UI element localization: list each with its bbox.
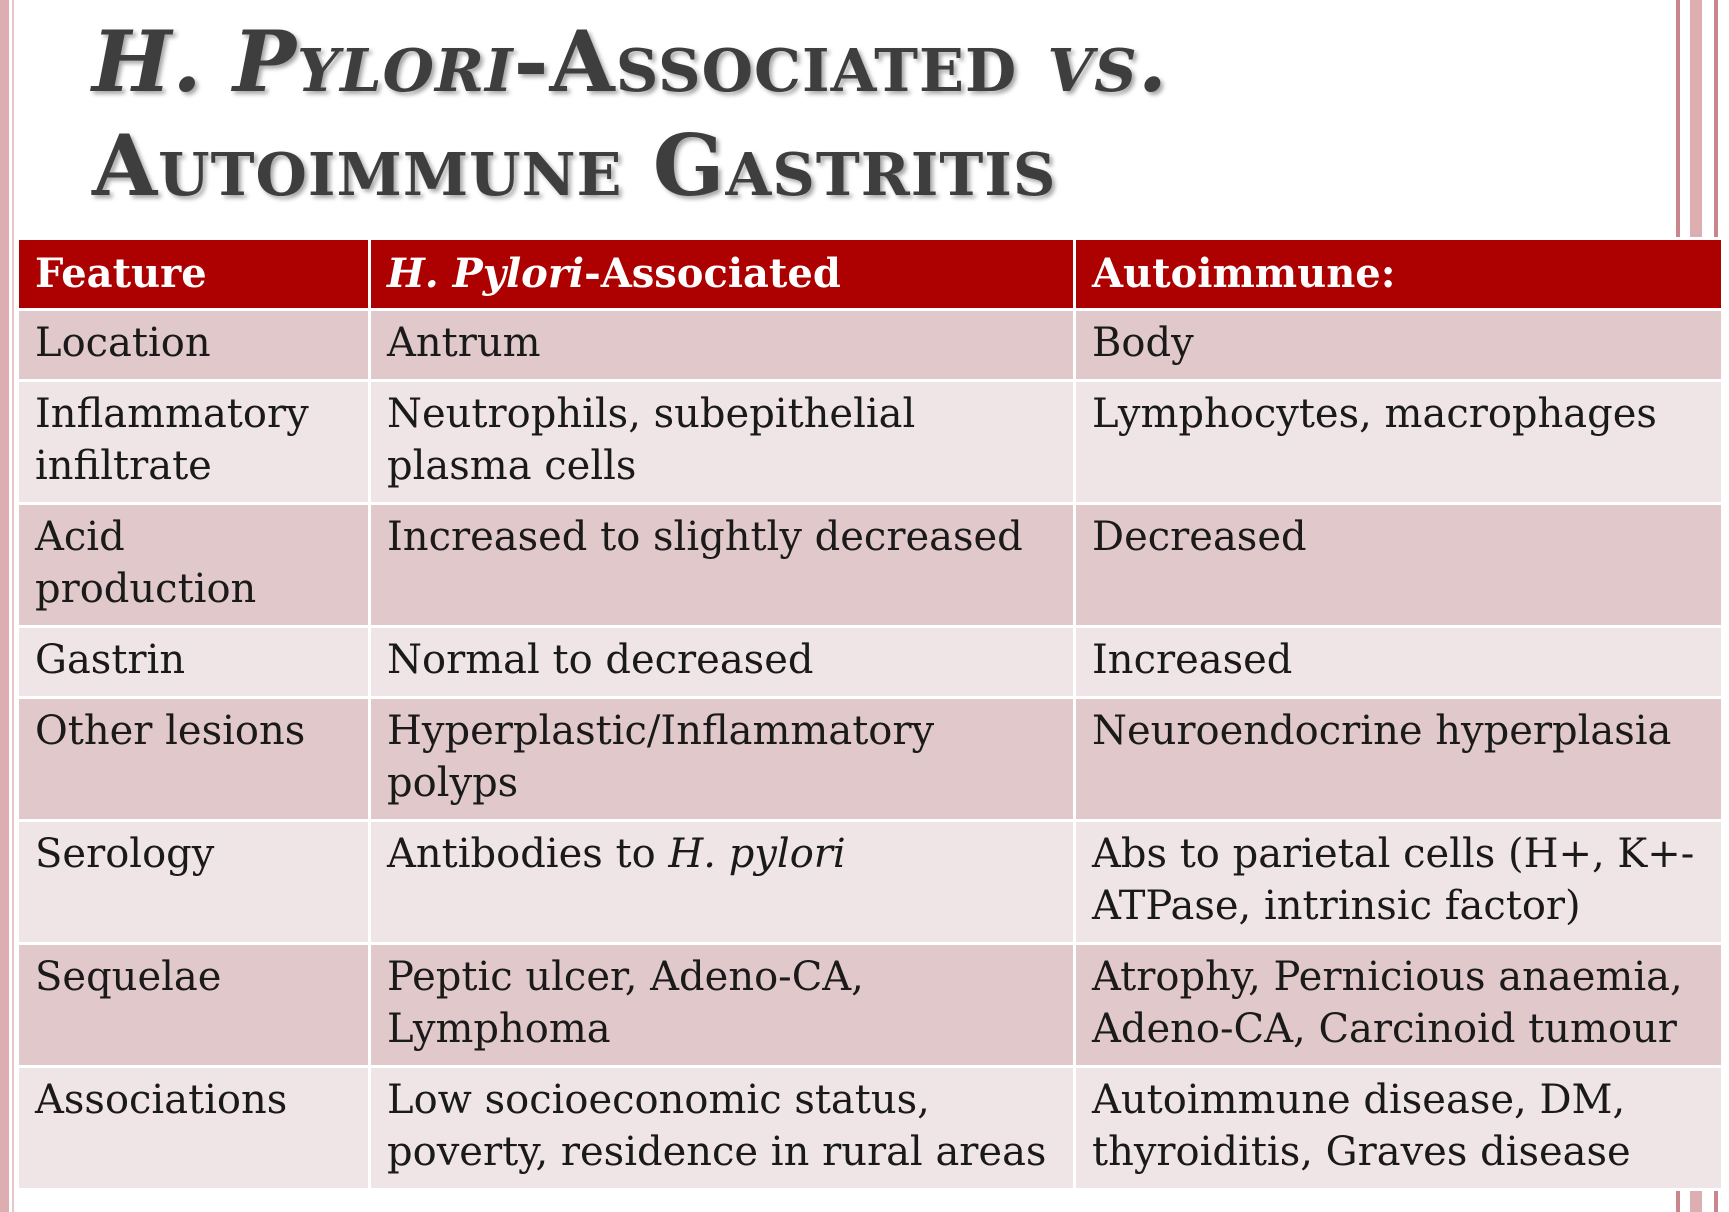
cell-autoimmune: Autoimmune disease, DM, thyroiditis, Graves disease [1075,1067,1723,1190]
left-border-bar [0,0,9,1212]
header-hpylori [370,239,1075,310]
cell-hpylori: Increased to slightly decreased [370,504,1075,627]
header-feature: Feature [18,239,370,310]
cell-feature: Gastrin [18,627,370,698]
title-hpylori: H. Pylori [92,12,514,111]
cell-feature: Location [18,310,370,381]
cell-hpylori: Neutrophils, subepithelial plasma cells [370,381,1075,504]
cell-hpylori: Low socioeconomic status, poverty, residence in rural areas [370,1067,1075,1190]
table-row [18,504,1723,627]
table-row [18,627,1723,698]
title-associated: -Associated [513,12,1048,111]
cell-hpylori-italic: H. pylori [668,831,846,877]
cell-autoimmune: Decreased [1075,504,1723,627]
header-hpylori-rest: -Associated [584,250,841,297]
cell-hpylori [370,821,1075,944]
left-border-line [12,0,14,1212]
cell-hpylori: Peptic ulcer, Adeno-CA, Lymphoma [370,944,1075,1067]
cell-hpylori: Hyperplastic/Inflammatory polyps [370,698,1075,821]
cell-feature: Associations [18,1067,370,1190]
cell-feature: Serology [18,821,370,944]
cell-autoimmune: Abs to parietal cells (H+, K+-ATPase, intrinsic factor) [1075,821,1723,944]
cell-hpylori: Antrum [370,310,1075,381]
title-line-1 [92,10,1652,114]
cell-feature: Other lesions [18,698,370,821]
cell-autoimmune: Lymphocytes, macrophages [1075,381,1723,504]
title-line-2: Autoimmune Gastritis [92,116,1057,215]
cell-autoimmune: Increased [1075,627,1723,698]
cell-feature: Sequelae [18,944,370,1067]
cell-hpylori-prefix: Antibodies to [387,831,669,877]
cell-autoimmune: Body [1075,310,1723,381]
table-row [18,310,1723,381]
cell-feature: Inflammatory infiltrate [18,381,370,504]
slide-title [92,10,1652,218]
header-hpylori-italic: H. Pylori [387,250,585,297]
table-row [18,944,1723,1067]
table-header-row [18,239,1723,310]
header-autoimmune: Autoimmune: [1075,239,1723,310]
table-row [18,381,1723,504]
table-row [18,821,1723,944]
table-row [18,698,1723,821]
cell-autoimmune: Atrophy, Pernicious anaemia, Adeno-CA, Carcinoid tumour [1075,944,1723,1067]
table-row [18,1067,1723,1190]
cell-feature: Acid production [18,504,370,627]
cell-autoimmune: Neuroendocrine hyperplasia [1075,698,1723,821]
comparison-table [16,237,1724,1191]
cell-hpylori: Normal to decreased [370,627,1075,698]
title-vs: vs. [1047,12,1169,111]
